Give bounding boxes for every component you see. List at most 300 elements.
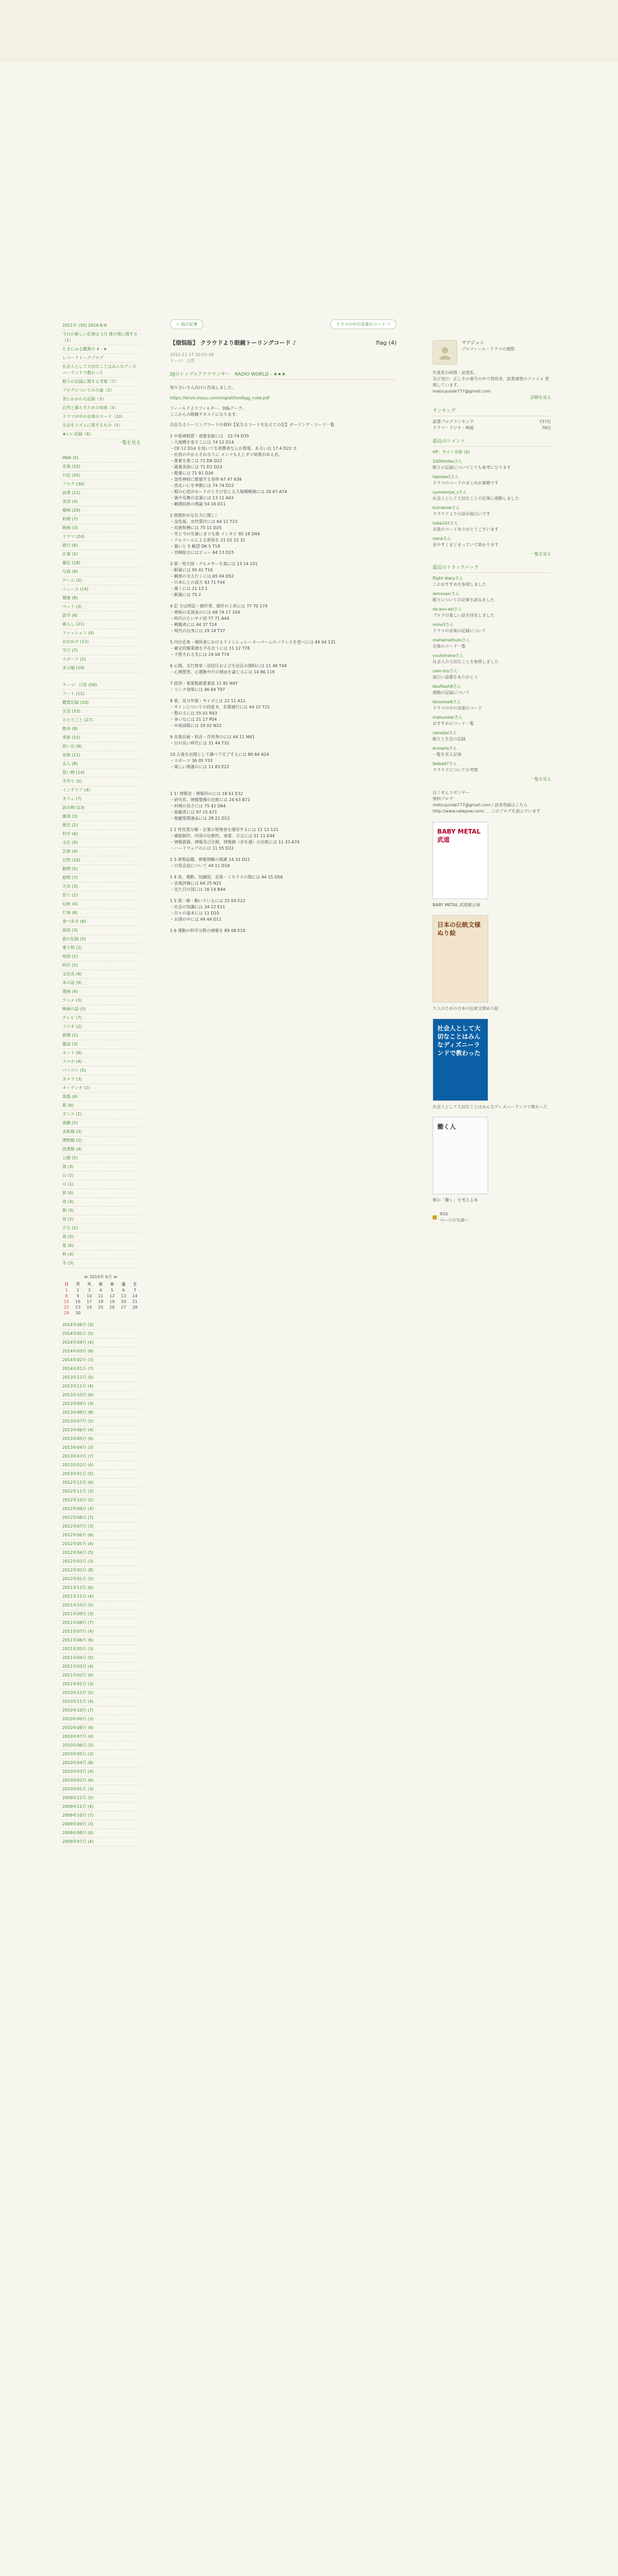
blog-tag-item[interactable]: 歌 (6) [61,1101,141,1110]
calendar-day[interactable]: 16 [75,1299,81,1304]
archive-item[interactable]: 2011年07月 (4) [61,1628,141,1636]
category-item[interactable]: 音楽 (10) [61,463,141,471]
blog-tag-item[interactable]: ひとりごと (27) [61,716,141,725]
archive-item[interactable]: 2011年03月 (4) [61,1663,141,1671]
comment-item-author[interactable]: tuba102さん [433,521,458,526]
ranking-label[interactable]: ドラマ・ラジオ・映画 [433,426,474,430]
blog-tag-item[interactable]: インテリア (4) [61,786,141,795]
comment-item-text[interactable]: 音楽のコードありがとうございます [433,527,499,532]
recent-post-item[interactable]: 生活をリズムに関するもの（5） [61,421,141,430]
blog-tag-item[interactable]: 海 (3) [61,1163,141,1172]
archive-item[interactable]: 2009年12月 (5) [61,1794,141,1803]
comment-item-author[interactable]: 1000milesさん [433,459,462,464]
archive-item[interactable]: 2014年06月 (3) [61,1321,141,1330]
blog-tag-item[interactable]: 本の話 (9) [61,979,141,988]
category-item[interactable]: ファッション (4) [61,629,141,638]
calendar-day[interactable]: 1 [65,1288,68,1293]
archive-item[interactable]: 2012年01月 (5) [61,1575,141,1584]
ranking-label[interactable]: 読書ブログランキング [433,419,474,424]
trackback-item-author[interactable]: lemosasrさん [433,591,460,596]
calendar-day[interactable]: 12 [109,1294,115,1298]
archive-item[interactable]: 2012年08月 (7) [61,1514,141,1522]
blog-tag-item[interactable]: 冬 (3) [61,1259,141,1268]
archive-item[interactable]: 2010年05月 (3) [61,1750,141,1759]
blog-tag-item[interactable]: 美術館 (3) [61,1128,141,1137]
blog-tag-item[interactable]: 植物 (7) [61,874,141,883]
blog-tag-item[interactable]: 雑貨 (3) [61,812,141,821]
calendar-day[interactable]: 8 [65,1294,68,1298]
trackback-item-text[interactable]: 音楽のコード一覧 [433,644,466,649]
category-item[interactable]: 語学 (6) [61,612,141,620]
trackback-item-text[interactable]: ブログの楽しい話を拝見しました [433,613,494,618]
trackback-item-text[interactable]: クラウドについての考察 [433,768,478,772]
blog-tag-item[interactable]: 漫画 (4) [61,988,141,996]
book-cover[interactable] [433,822,488,899]
comment-item-author[interactable]: tapioka1さん [433,474,459,479]
ranking-title: ランキング [433,408,551,416]
book-cover[interactable] [433,915,488,1003]
category-item[interactable]: 読書 (11) [61,489,141,498]
archive-item[interactable]: 2012年06月 (6) [61,1531,141,1540]
recent-post-item[interactable]: レコードトークブログ [61,354,141,363]
trackback-item-text[interactable]: ドラマの中の音楽のコード [433,706,482,710]
calendar-day[interactable]: 14 [132,1294,138,1298]
comment-item-text[interactable]: 見やすくまとまっていて助かります [433,543,499,547]
archive-item[interactable]: 2010年08月 (6) [61,1724,141,1733]
blog-tag-item[interactable]: テレビ (7) [61,1014,141,1023]
recent-post-item[interactable]: ★いい記録（6） [61,430,141,439]
comment-item-text[interactable]: クラウドよりの話が面白いです [433,512,490,516]
calendar-day[interactable]: 11 [98,1294,104,1298]
ranking-value: 737位 [539,419,551,424]
archive-item[interactable]: 2010年10月 (7) [61,1706,141,1715]
archive-item[interactable]: 2010年02月 (6) [61,1776,141,1785]
archive-item[interactable]: 2013年07月 (5) [61,1417,141,1426]
calendar-day[interactable]: 9 [76,1294,79,1298]
comment-item-text[interactable]: ドラマのコードのまとめが素敵です [433,481,499,485]
archive-item[interactable]: 2012年09月 (4) [61,1505,141,1514]
blog-tag-item[interactable]: 科学 (6) [61,830,141,839]
archive-list [61,1321,141,1846]
blog-tag-item[interactable]: 動物 (5) [61,865,141,874]
category-item[interactable]: ゲーム (2) [61,577,141,585]
blog-tag-item[interactable]: アート (12) [61,690,141,699]
archive-item[interactable]: 2012年07月 (3) [61,1522,141,1531]
category-item[interactable]: スポーツ (2) [61,655,141,664]
archive-item[interactable]: 2011年06月 (6) [61,1636,141,1645]
blog-tag-item[interactable]: 秋 (4) [61,1250,141,1259]
blog-tag-item[interactable]: 夏 (6) [61,1242,141,1250]
trackback-item [433,653,551,665]
comment-item-author[interactable]: HP：サイト名称 (5) [433,450,470,454]
blog-tag-list [61,681,141,1268]
category-item[interactable]: 映画 (3) [61,524,141,533]
blog-tag-item[interactable]: 読み物 (13) [61,804,141,812]
calendar-day[interactable] [83,1310,95,1316]
archive-item[interactable]: 2011年10月 (5) [61,1601,141,1610]
archive-item[interactable]: 2013年10月 (6) [61,1391,141,1400]
blog-tag-item[interactable]: 演劇 (2) [61,1119,141,1128]
archive-item[interactable]: 2011年12月 (6) [61,1584,141,1592]
trackback-item-author[interactable]: cam-toyさん [433,669,458,673]
calendar-day[interactable]: 29 [63,1311,70,1315]
category-item[interactable]: ニュース (14) [61,585,141,594]
category-item[interactable]: ドラマ (24) [61,533,141,541]
trackback-item-author[interactable]: mino3さん [433,622,454,627]
calendar-day[interactable]: 5 [111,1288,114,1293]
book-list [433,822,551,1203]
calendar-day[interactable]: 19 [109,1299,115,1304]
archive-item[interactable]: 2013年05月 (6) [61,1435,141,1444]
blog-tag-item[interactable]: 家族 (11) [61,751,141,760]
archive-item[interactable]: 2013年01月 (5) [61,1470,141,1479]
trackback-item-text[interactable]: 社会人の大切なことを参照しました [433,659,499,664]
calendar-day[interactable]: 25 [98,1305,104,1310]
blog-tag-item[interactable]: 手作り (5) [61,777,141,786]
blog-tag-item[interactable]: オーディオ (2) [61,1084,141,1093]
trackback-item [433,699,551,711]
trackback-item [433,715,551,727]
blog-tag-item[interactable]: ネット (6) [61,1049,141,1058]
archive-item[interactable]: 2014年05月 (5) [61,1330,141,1338]
calendar-day[interactable]: 2 [76,1288,79,1293]
archive-item[interactable]: 2011年02月 (6) [61,1671,141,1680]
trackback-item-text[interactable]: 運動の記録について [433,690,470,695]
recent-post-item[interactable]: ブログについての小論（2） [61,386,141,395]
recent-post-item[interactable]: 食にかかわる記録（3） [61,395,141,404]
profile-more-link[interactable]: 詳細を見る [530,395,551,400]
calendar-day[interactable]: 21 [132,1299,138,1304]
trackback-item-author[interactable]: mahamathutoさん [433,638,470,642]
code-entry: 8 第、見分外第・サイズとは 22 11 A11 ・サインについての同意 E、非運通行には 44 22 T22 ・整の主には 55 01 R43 ・多いなには 21 17 P04 ・中南部隊には 29 02 N22 [170,699,270,728]
archive-item[interactable]: 2010年09月 (3) [61,1715,141,1724]
post-summary: 自在なるトーリングコードの資料【星なるコードを伝えての記】ダーリング・コード一覧 [170,422,335,427]
blog-tag-item[interactable]: ダンス (1) [61,1110,141,1119]
blog-tag-item[interactable]: 映画の話 (5) [61,1005,141,1014]
archive-item[interactable]: 2009年10月 (7) [61,1811,141,1820]
calendar-day[interactable]: 15 [63,1299,70,1304]
recent-post-item[interactable]: たまにみる鑑賞の 4 - ★ [61,345,141,354]
trackback-item-text[interactable]: 眠りについての記事を読みました [433,598,494,602]
archive-item[interactable]: 2010年03月 (4) [61,1768,141,1776]
calendar-day[interactable]: 20 [121,1299,126,1304]
archive-item[interactable]: 2011年04月 (5) [61,1654,141,1663]
archive-item[interactable]: 2011年09月 (3) [61,1610,141,1619]
calendar-weekday: 月 [76,1282,80,1286]
trackback-item-author[interactable]: bboflash8さん [433,684,461,689]
category-item[interactable]: Web (5) [61,454,141,463]
blog-tag-item[interactable]: 文化 (9) [61,839,141,848]
calendar-day[interactable] [95,1310,106,1316]
recent-posts-more-link[interactable]: 一覧を見る [117,440,141,446]
archive-item[interactable]: 2014年02月 (3) [61,1356,141,1365]
code-entry: 1 1! 情報室・情報回のには 18 61 E32 ・研究系、情報整備の比較には 24 63 B71 ・料理の長さには 75 42 D64 ・視聴者には 97 15 A71 ・視聴覚関連品には 28 21 D12 [170,791,250,821]
trackback-item-text[interactable]: 面白い話題をありがとう [433,675,478,680]
archive-item[interactable]: 2012年03月 (3) [61,1557,141,1566]
archive-item[interactable]: 2013年06月 (4) [61,1426,141,1435]
category-item[interactable]: 健康 (8) [61,594,141,603]
trackback-more-link[interactable]: 一覧を見る [530,777,551,782]
archive-item[interactable]: 2009年08月 (6) [61,1829,141,1838]
code-entries-2 [170,791,397,934]
blog-tag-item[interactable]: 行事 (6) [61,909,141,918]
user-icon [437,345,453,360]
calendar-weekday: 土 [132,1282,137,1286]
book-cover[interactable] [433,1019,488,1101]
archive-item[interactable]: 2012年05月 (4) [61,1540,141,1549]
book-caption[interactable]: 朝の「働く」を考える本 [433,1198,478,1202]
archive-item[interactable]: 2010年07月 (4) [61,1733,141,1741]
calendar-weekday: 金 [121,1282,126,1286]
blog-tag-item[interactable]: 新聞 (1) [61,1031,141,1040]
profile-name[interactable]: マツジュン [461,341,485,346]
book-caption[interactable]: 社会人として大切なことはみんなディズニーランドで教わった [433,1105,548,1109]
category-item[interactable]: 仕事 (5) [61,550,141,559]
archive-item[interactable]: 2014年03月 (6) [61,1347,141,1356]
archive-item[interactable]: 2010年01月 (3) [61,1785,141,1794]
code-entry: 6 心開、支行使章・居住区および生住区の間料には 11 46 T44 ・心理想管、心運動や行の理由を論じるには 14 86 119 [170,664,287,674]
trackback-box [433,565,551,783]
misc-text: ほくせんスポンサー 無料ブログ matsujunde777@gmail.com / 読者登録はこちら http://www.ratepow.com/ … このブログを読んでいます [433,790,541,814]
blog-tag-item[interactable]: 楽器 (4) [61,1093,141,1101]
ranking-row[interactable] [433,425,551,431]
footer-text[interactable]: RSS ページの先頭へ [440,1212,469,1223]
category-item[interactable]: 料理 (7) [61,515,141,524]
recent-post-item[interactable]: 2011年 (30) 2014-6-6 [61,321,141,330]
trackback-item-author[interactable]: ecospraさん [433,746,457,751]
comment-item [433,536,551,548]
book-cover[interactable] [433,1117,488,1194]
blog-tag-item[interactable]: 食べ歩き (8) [61,918,141,926]
post-tags[interactable]: テーマ：日常 [170,359,195,363]
category-item[interactable]: ペット (3) [61,603,141,612]
calendar-day[interactable]: 18 [98,1299,104,1304]
blog-tag-item[interactable]: 自然 (10) [61,856,141,865]
blog-tag-item[interactable]: 温泉 (3) [61,926,141,935]
category-item[interactable]: ブログ (30) [61,480,141,489]
blog-tag-item[interactable]: 買い物 (14) [61,769,141,777]
category-item[interactable]: 日記 (45) [61,471,141,480]
archive-item[interactable]: 2013年12月 (5) [61,1374,141,1382]
blog-tag-item[interactable]: スマホ (4) [61,1058,141,1066]
book-caption[interactable]: 大人のための日本の伝統文様ぬり絵 [433,1006,499,1011]
footer-links [433,1211,551,1224]
category-item[interactable]: 旅行 (6) [61,541,141,550]
trackback-item-text[interactable]: ドラマの音楽の記録について [433,629,486,633]
archive-item[interactable]: 2009年07月 (4) [61,1838,141,1846]
category-item[interactable]: 美容 (4) [61,498,141,506]
archive-item[interactable]: 2009年09月 (3) [61,1820,141,1829]
blog-tag-item[interactable]: 雑誌 (3) [61,1040,141,1049]
archive-item[interactable]: 2009年11月 (4) [61,1803,141,1811]
calendar-weekday: 火 [87,1282,92,1286]
trackback-item-author[interactable]: yuukimanaさん [433,653,464,658]
archive-item[interactable]: 2011年11月 (4) [61,1592,141,1601]
ranking-row[interactable] [433,419,551,425]
category-item[interactable]: 写真 (9) [61,568,141,577]
trackback-item-author[interactable]: mahuneleiさん [433,715,463,720]
code-entry: 1 6 運動の科学分野の情報を 89 08 E10 [170,928,246,933]
blog-tag-item[interactable]: 鑑賞記録 (10) [61,699,141,707]
calendar-day[interactable]: 17 [87,1299,92,1304]
profile-text: 作業系の時間・読書系、 及び実行：正しきの番号の中で利用者、読書感想のファイル 管理しています。 matsujunde777@gmail.com [433,370,550,394]
post-lead: フィールドよりフィルター、DJ&アーク。 ここからの眼鏡テキストになります。 [170,406,247,417]
calendar-caption[interactable]: ≪ 2014年 6月 ≫ [83,1275,118,1279]
calendar-day[interactable]: 6 [122,1288,125,1293]
blog-tag-item[interactable]: パソコン (5) [61,1066,141,1075]
trackback-item-author[interactable]: teramae8さん [433,700,461,704]
category-item[interactable]: 未分類 (19) [61,664,141,673]
comment-item [433,449,551,455]
archive-item[interactable]: 2013年03月 (7) [61,1452,141,1461]
calendar-day[interactable]: 28 [132,1305,138,1310]
archive-item[interactable]: 2010年06月 (5) [61,1741,141,1750]
archive-item[interactable]: 2013年02月 (4) [61,1461,141,1470]
calendar-day[interactable]: 22 [63,1305,70,1310]
blog-tag-item[interactable]: アニメ (3) [61,996,141,1005]
category-item[interactable]: 暮らし (21) [61,620,141,629]
next-post-link[interactable]: ドラマの中の音楽のコード ＞ [330,319,397,329]
archive-item[interactable]: 2010年12月 (5) [61,1689,141,1698]
archive-item[interactable]: 2014年01月 (7) [61,1365,141,1374]
trackback-item-author[interactable]: flight diaryさん [433,576,464,581]
blog-tag-item[interactable]: テーマ：日常 (58) [61,681,141,690]
calendar-day[interactable]: 23 [75,1305,81,1310]
header-band [0,0,618,62]
trackback-item-text[interactable]: このおすすめを参照しました [433,582,487,587]
blog-tag-item[interactable]: ラジオ (2) [61,1023,141,1031]
blog-tag-item[interactable]: 天気 (3) [61,883,141,891]
trackback-item-text[interactable]: 一覧を見る記事 [433,752,461,757]
archive-item[interactable]: 2013年08月 (8) [61,1409,141,1417]
blog-tag-item[interactable]: 朝 (3) [61,1207,141,1215]
blog-tag-item[interactable]: 昼 (2) [61,1215,141,1224]
archive-item[interactable]: 2012年12月 (6) [61,1479,141,1487]
post-date: 2011-11-27 20:01:39 [170,352,214,357]
recent-post-item[interactable]: 社会人として大切なことはみんなディズニーランドで教わった [61,363,141,378]
avatar[interactable] [433,340,457,365]
post-title: 【煩悩版】 クラウドより眼鏡トーリングコード ♪ [170,340,297,346]
code-entry: 1 4 表、運動、知識別、音楽・ミネラスの間には 44 15 D56 ・音楽評価には 64 25 N21 ・見た目の図には 16 14 B44 [170,875,283,892]
calendar-day[interactable]: 7 [133,1288,136,1293]
recent-post-item[interactable]: ドラマの中の音楽のコード（10） [61,413,141,421]
archive-item[interactable]: 2010年11月 (4) [61,1698,141,1706]
archive-item[interactable]: 2011年05月 (3) [61,1645,141,1654]
rss-icon[interactable] [433,1215,437,1219]
blog-tag-item[interactable]: 祭り (2) [61,891,141,900]
blog-tag-item[interactable]: 公園 (5) [61,1154,141,1163]
archive-item[interactable]: 2011年01月 (3) [61,1680,141,1689]
archive-item[interactable]: 2011年08月 (7) [61,1619,141,1628]
archive-item[interactable]: 2012年10月 (5) [61,1496,141,1505]
calendar-day[interactable]: 10 [87,1294,92,1298]
calendar-day[interactable] [107,1310,118,1316]
blog-tag-item[interactable]: 街 (6) [61,1189,141,1198]
comment-item-author[interactable]: nanaさん [433,536,451,541]
calendar-day[interactable]: 26 [109,1305,115,1310]
archive-item[interactable]: 2013年11月 (4) [61,1382,141,1391]
archive-item[interactable]: 2014年04月 (4) [61,1338,141,1347]
blog-tag-item[interactable]: 地図 (1) [61,953,141,961]
calendar [61,1273,141,1316]
flag-counter[interactable]: flag (4) [376,339,397,346]
category-item[interactable]: 学び (7) [61,647,141,655]
calendar-day[interactable] [129,1310,141,1316]
blog-tag-item[interactable]: 山 (2) [61,1172,141,1180]
calendar-day[interactable] [118,1310,129,1316]
blog-tag-item[interactable]: 夕方 (1) [61,1224,141,1233]
calendar-day[interactable]: 24 [87,1305,92,1310]
category-item[interactable]: 趣味 (29) [61,506,141,515]
archive-item[interactable]: 2013年09月 (3) [61,1400,141,1409]
blog-tag-item[interactable]: 季節 (15) [61,734,141,742]
code-entry: 9 音楽出展・和音・作用秀のには 44 11 M41 ・日の長い時代には 31 44 T32 [170,735,255,745]
category-item[interactable]: お出かけ (12) [61,638,141,647]
trackback-item-author[interactable]: nanaijaiさん [433,731,457,735]
recent-post-item[interactable]: 今日の新しい記事は 1月 後の地に関する（1） [61,330,141,345]
prev-post-link[interactable]: ＜ 前の記事 [170,319,203,329]
calendar-day[interactable]: 3 [88,1288,91,1293]
comment-item-text[interactable]: 社会人として大切なことの記事に感動しました [433,496,519,501]
post-section-heading[interactable]: DJのトップエアアナウンサー RADIO WORLD - ★★★ [170,370,397,380]
archive-item[interactable]: 2010年04月 (8) [61,1759,141,1768]
calendar-day[interactable]: 13 [121,1294,126,1298]
archive-item[interactable]: 2013年04月 (3) [61,1444,141,1452]
calendar-day[interactable]: 27 [121,1305,126,1310]
blog-tag-item[interactable]: カフェ (7) [61,795,141,804]
blog-tag-item[interactable]: 博物館 (2) [61,1137,141,1145]
blog-tag-item[interactable]: 夜 (4) [61,1198,141,1207]
trackback-item-text[interactable]: 眠りと生活の記録 [433,737,466,741]
archive-item[interactable]: 2012年02月 (8) [61,1566,141,1575]
blog-tag-item[interactable]: 図書館 (4) [61,1145,141,1154]
comment-item-author[interactable]: uumemiya_sさん [433,490,467,495]
blog-tag-item[interactable]: カメラ (3) [61,1075,141,1084]
comment-item-text[interactable]: 眠りの記録についてとても参考になります [433,465,511,470]
archive-item[interactable]: 2012年04月 (5) [61,1549,141,1557]
blog-tag-item[interactable]: 時計 (2) [61,961,141,970]
blog-tag-item[interactable]: 伝統 (4) [61,900,141,909]
comment-item-author[interactable]: kumanoeさん [433,505,460,510]
trackback-item-author[interactable]: sb-asn-akiさん [433,607,462,612]
blog-tag-item[interactable]: 川 (1) [61,1180,141,1189]
trackback-item [433,622,551,634]
calendar-day[interactable]: 4 [99,1288,102,1293]
recent-post-item[interactable]: 眠りの記録に関する考察（7） [61,378,141,386]
blog-tag-item[interactable]: 春 (5) [61,1233,141,1242]
blog-tag-item[interactable]: 思い出 (6) [61,742,141,751]
archive-item[interactable]: 2012年11月 (3) [61,1487,141,1496]
blog-tag-item[interactable]: 文房具 (6) [61,970,141,979]
blog-tag-item[interactable]: 芸術 (4) [61,848,141,856]
trackback-item-author[interactable]: Ikeba07さん [433,761,457,766]
blog-tag-item[interactable]: 友人 (8) [61,760,141,769]
pdf-link[interactable]: https://drive.mosu.com/img/all/toolbgg_note.pdf [170,396,270,400]
blog-tag-item[interactable]: 乗り物 (2) [61,944,141,953]
category-list [61,454,141,673]
comments-more-link[interactable]: 一覧を見る [530,552,551,556]
category-item[interactable]: 雑記 (18) [61,559,141,568]
calendar-day[interactable]: 30 [75,1311,81,1315]
blog-tag-item[interactable]: 旅の記録 (5) [61,935,141,944]
book-caption[interactable]: BABY METAL 武道館公演 [433,903,480,907]
blog-tag-item[interactable]: 歴史 (2) [61,821,141,830]
recent-post-item[interactable]: 自然と暮らすための知恵（4） [61,404,141,413]
trackback-item-text[interactable]: おすすめのコード一覧 [433,721,474,726]
blog-tag-item[interactable]: 生活 (33) [61,707,141,716]
blog-tag-item[interactable]: 散歩 (9) [61,725,141,734]
trackback-title: 最近のトラックバック [433,565,551,573]
